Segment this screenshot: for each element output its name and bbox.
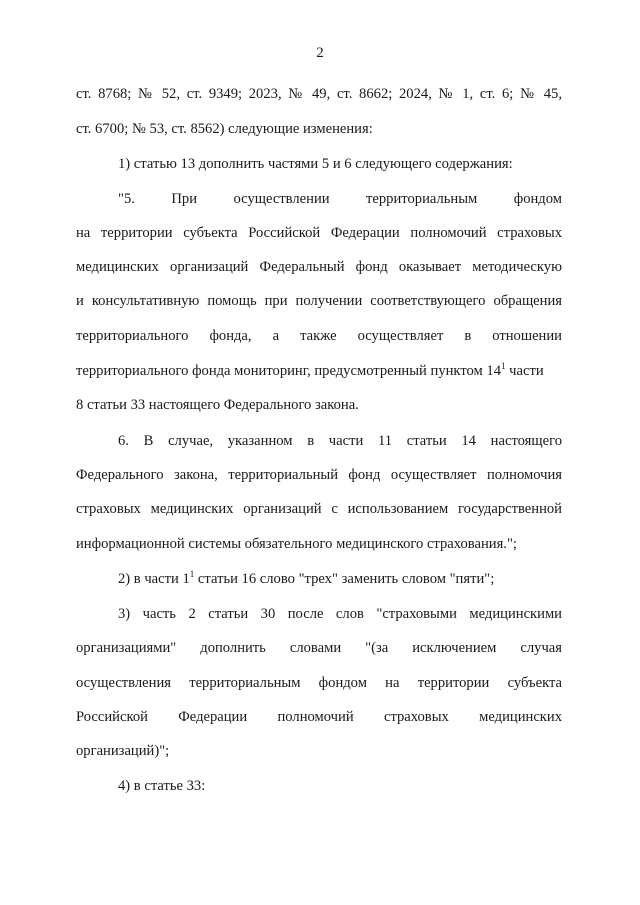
superscript: 1 — [189, 569, 195, 579]
text-line: осуществления территориальным фондом на территории субъекта — [76, 675, 562, 691]
text-line: ст. 8768; № 52, ст. 9349; 2023, № 49, ст. 8662; 2024, № 1, ст. 6; № 45, — [76, 86, 562, 102]
text-line: организациями" дополнить словами "(за исключением случая — [76, 640, 562, 656]
page-number: 2 — [316, 45, 324, 61]
paragraph-6-start: 6. В случае, указанном в части 11 статьи 14 настоящего — [118, 433, 562, 449]
text-line: и консультативную помощь при получении соответствующего обращения — [76, 293, 562, 309]
paragraph-5-start: "5. При осуществлении территориальным фондом — [118, 191, 562, 207]
list-item-3: 3) часть 2 статьи 30 после слов "страховыми медицинскими — [118, 606, 562, 622]
text-fragment: 2) в части 1 — [118, 571, 190, 587]
text-line — [76, 361, 562, 381]
text-line: территориального фонда, а также осуществляет в отношении — [76, 328, 562, 344]
text-line: страховых медицинских организаций с использованием государственной — [76, 501, 562, 517]
text-line: информационной системы обязательного медицинского страхования."; — [76, 536, 517, 552]
text-line: Федерального закона, территориальный фонд осуществляет полномочия — [76, 467, 562, 483]
list-item-2 — [118, 569, 562, 589]
text-line: ст. 6700; № 53, ст. 8562) следующие изменения: — [76, 121, 373, 137]
list-item-1: 1) статью 13 дополнить частями 5 и 6 следующего содержания: — [118, 156, 513, 172]
text-line: Российской Федерации полномочий страховых медицинских — [76, 709, 562, 725]
text-line: на территории субъекта Российской Федерации полномочий страховых — [76, 225, 562, 241]
text-fragment: части — [505, 363, 544, 379]
list-item-4: 4) в статье 33: — [118, 778, 206, 794]
text-line: 8 статьи 33 настоящего Федерального закона. — [76, 397, 359, 413]
text-line: медицинских организаций Федеральный фонд оказывает методическую — [76, 259, 562, 275]
text-fragment: территориального фонда мониторинг, предусмотренный пунктом 14 — [76, 363, 502, 379]
text-line: организаций)"; — [76, 743, 170, 759]
text-fragment: статьи 16 слово "трех" заменить словом "пяти"; — [194, 571, 495, 587]
superscript: 1 — [501, 361, 506, 371]
